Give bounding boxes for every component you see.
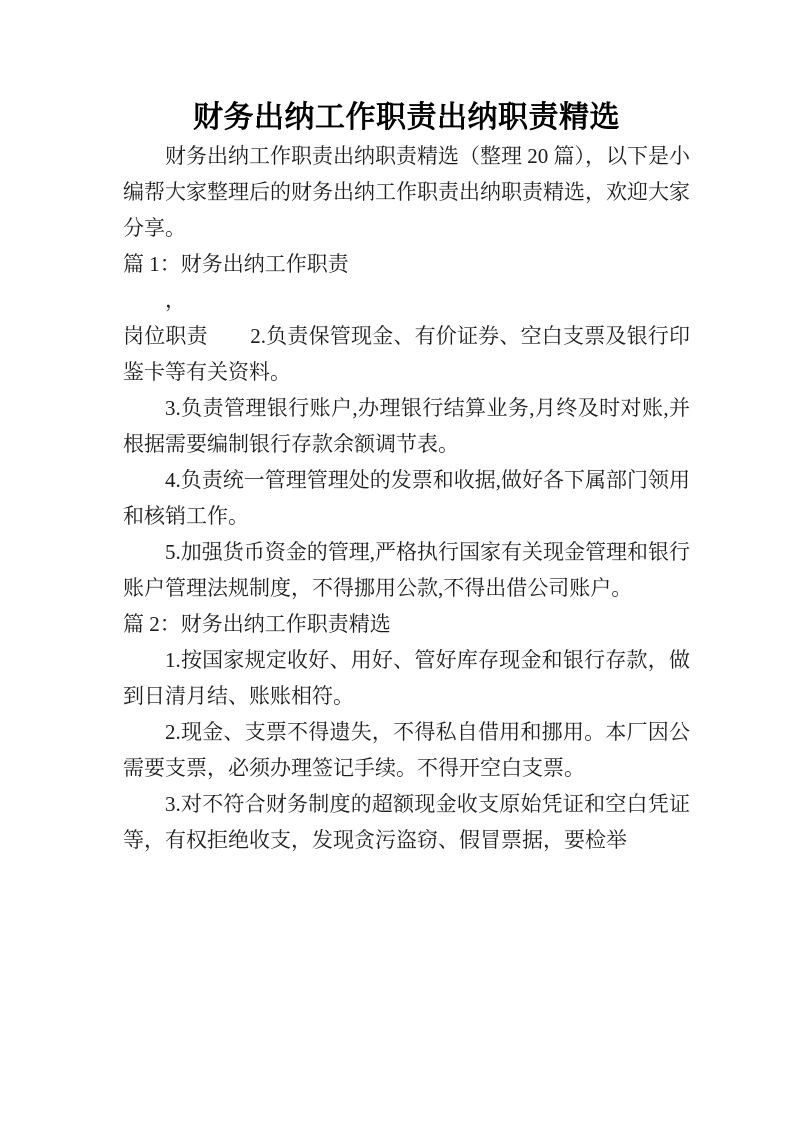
section-1-paragraph-item4: 4.负责统一管理管理处的发票和收据,做好各下属部门领用和核销工作。 [123,468,690,528]
intro-paragraph: 财务出纳工作职责出纳职责精选（整理 20 篇），以下是小编帮大家整理后的财务出纳工作职责出纳职责精选，欢迎大家分享。 [123,144,690,240]
section-2-paragraph-item1: 1.按国家规定收好、用好、管好库存现金和银行存款，做到日清月结、账账相符。 [123,648,690,708]
section-2-heading: 篇 2：财务出纳工作职责精选 [123,612,391,636]
section-2-paragraph-item2: 2.现金、支票不得遗失，不得私自借用和挪用。本厂因公需要支票，必须办理签记手续。不得开空白支票。 [123,720,690,780]
document-title: 财务出纳工作职责出纳职责精选 [193,101,620,134]
section-2-paragraph-item3: 3.对不符合财务制度的超额现金收支原始凭证和空白凭证等，有权拒绝收支，发现贪污盗窃、假冒票据，要检举 [123,792,690,852]
section-1-paragraph-item5: 5.加强货币资金的管理,严格执行国家有关现金管理和银行账户管理法规制度，不得挪用公款,不得出借公司账户。 [123,540,690,600]
section-1-paragraph-item3: 3.负责管理银行账户,办理银行结算业务,月终及时对账,并根据需要编制银行存款余额调节表。 [123,396,690,456]
document-body [123,138,690,858]
section-1-paragraph-duty: 岗位职责 2.负责保管现金、有价证券、空白支票及银行印鉴卡等有关资料。 [123,324,690,384]
section-1-paragraph-comma: ， [165,288,186,312]
section-1-heading: 篇 1：财务出纳工作职责 [123,252,349,276]
